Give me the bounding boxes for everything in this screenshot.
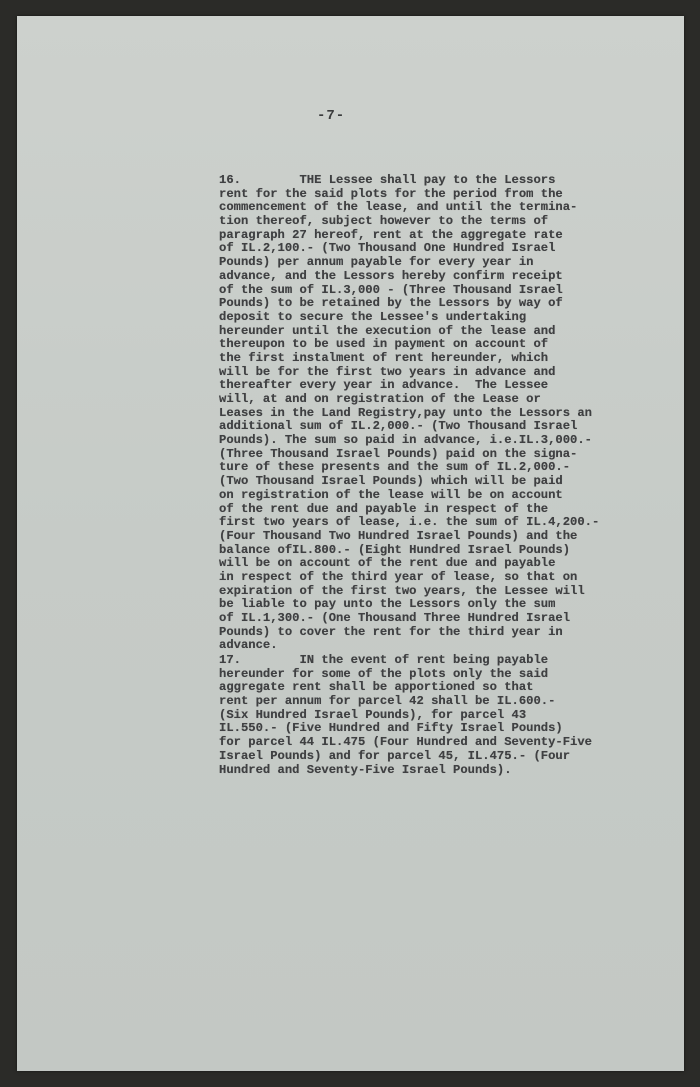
clause-16-line: Leases in the Land Registry,pay unto the Lessors an bbox=[219, 405, 592, 420]
clause-16-line: thereafter every year in advance. The Lessee bbox=[219, 378, 549, 393]
clause-16-line: thereupon to be used in payment on account of bbox=[219, 337, 549, 352]
clause-16-line: ture of these presents and the sum of IL.2,000.- bbox=[219, 460, 571, 475]
clause-16-line: commencement of the lease, and until the termina- bbox=[219, 200, 578, 215]
clause-16-line: rent for the said plots for the period from the bbox=[219, 186, 563, 201]
clause-16-line: 16. THE Lessee shall pay to the Lessors bbox=[219, 173, 556, 187]
clause-16-line: Pounds) per annum payable for every year in bbox=[219, 255, 534, 270]
clause-16-line: in respect of the third year of lease, so that on bbox=[219, 569, 578, 584]
clause-16-line: paragraph 27 hereof, rent at the aggregate rate bbox=[219, 227, 563, 242]
clause-17-line: aggregate rent shall be apportioned so that bbox=[219, 680, 534, 695]
clause-16-line: of IL.2,100.- (Two Thousand One Hundred Israel bbox=[219, 241, 556, 256]
clause-16-line: Pounds). The sum so paid in advance, i.e.IL.3,000.- bbox=[219, 433, 592, 448]
clause-16-line: balance ofIL.800.- (Eight Hundred Israel Pounds) bbox=[219, 542, 571, 557]
clause-16-line: first two years of lease, i.e. the sum of IL.4,200.- bbox=[219, 515, 600, 530]
clause-16 bbox=[219, 174, 639, 653]
clause-16-line: will be for the first two years in advance and bbox=[219, 364, 556, 379]
clause-16-line: Pounds) to cover the rent for the third year in bbox=[219, 624, 563, 639]
clause-16-line: (Three Thousand Israel Pounds) paid on the signa- bbox=[219, 446, 578, 461]
clause-17-line: IL.550.- (Five Hundred and Fifty Israel Pounds) bbox=[219, 721, 563, 736]
clause-17-line: Israel Pounds) and for parcel 45, IL.475.- (Four bbox=[219, 748, 571, 763]
clause-16-line: on registration of the lease will be on account bbox=[219, 487, 563, 502]
clause-16-line: expiration of the first two years, the Lessee will bbox=[219, 583, 585, 598]
clause-16-line: (Two Thousand Israel Pounds) which will be paid bbox=[219, 474, 563, 489]
clause-16-line: advance, and the Lessors hereby confirm receipt bbox=[219, 268, 563, 283]
clause-16-line: (Four Thousand Two Hundred Israel Pounds) and the bbox=[219, 528, 578, 543]
clause-16-line: deposit to secure the Lessee's undertaking bbox=[219, 309, 527, 324]
clause-17-line: hereunder for some of the plots only the said bbox=[219, 666, 549, 681]
clause-16-line: Pounds) to be retained by the Lessors by way of bbox=[219, 296, 563, 311]
clause-16-line: will be on account of the rent due and payable bbox=[219, 556, 556, 571]
clause-17-line: rent per annum for parcel 42 shall be IL.600.- bbox=[219, 694, 556, 709]
clause-16-line: of the rent due and payable in respect of the bbox=[219, 501, 549, 516]
clause-17-line: 17. IN the event of rent being payable bbox=[219, 653, 549, 667]
clause-17-line: (Six Hundred Israel Pounds), for parcel 43 bbox=[219, 707, 527, 722]
clause-16-line: be liable to pay unto the Lessors only the sum bbox=[219, 597, 556, 612]
clause-16-line: hereunder until the execution of the lease and bbox=[219, 323, 556, 338]
clause-17-line: for parcel 44 IL.475 (Four Hundred and Seventy-Five bbox=[219, 735, 592, 750]
clause-16-line: additional sum of IL.2,000.- (Two Thousand Israel bbox=[219, 419, 578, 434]
clause-16-line: of the sum of IL.3,000 - (Three Thousand Israel bbox=[219, 282, 563, 297]
clause-16-line: of IL.1,300.- (One Thousand Three Hundred Israel bbox=[219, 611, 571, 625]
page-number: -7- bbox=[317, 108, 346, 124]
clause-16-line: the first instalment of rent hereunder, which bbox=[219, 350, 549, 365]
clause-16-line: will, at and on registration of the Lease or bbox=[219, 392, 541, 406]
clause-16-line: tion thereof, subject however to the terms of bbox=[219, 214, 549, 229]
clause-16-line: advance. bbox=[219, 638, 278, 653]
clause-17-line: Hundred and Seventy-Five Israel Pounds). bbox=[219, 762, 512, 777]
document-page bbox=[17, 16, 684, 1071]
clause-17 bbox=[219, 654, 639, 777]
